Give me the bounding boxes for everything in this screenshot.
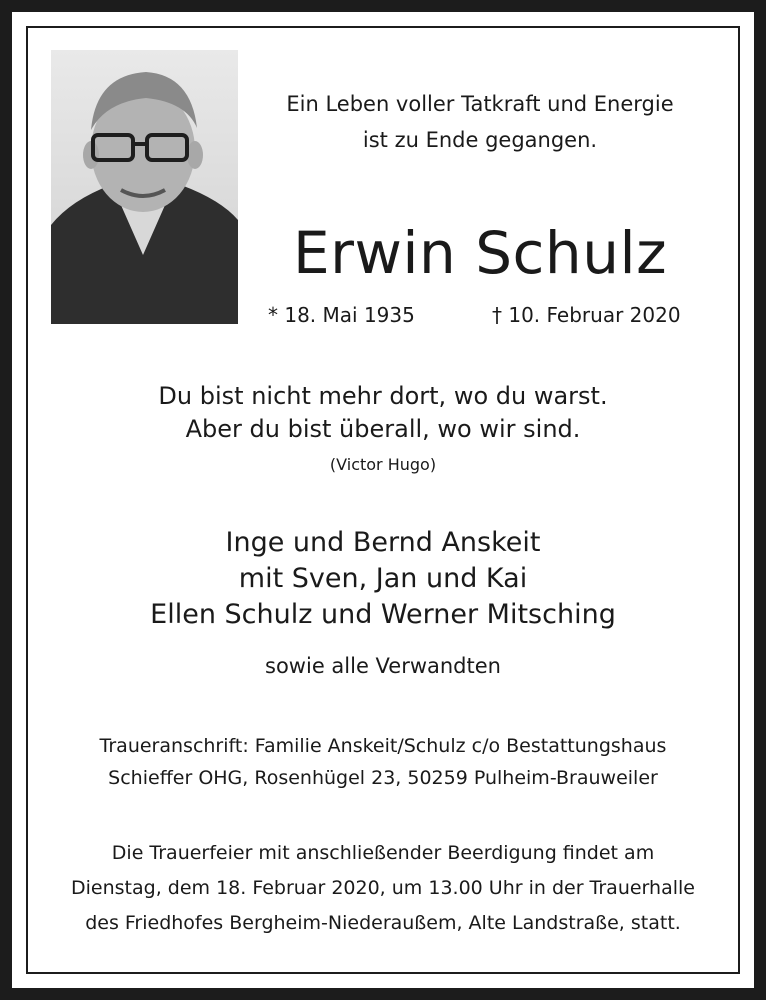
ceremony-line-2: Dienstag, dem 18. Februar 2020, um 13.00 Uhr in der Trauerhalle — [71, 877, 695, 899]
mourner-line-2: mit Sven, Jan und Kai — [238, 563, 528, 594]
quote — [0, 380, 766, 446]
ceremony-line-1: Die Trauerfeier mit anschließender Beerdigung findet am — [111, 842, 655, 864]
mourner-line-1: Inge und Bernd Anskeit — [225, 527, 541, 558]
intro-line-2: ist zu Ende gegangen. — [362, 128, 598, 152]
mourner-line-3: Ellen Schulz und Werner Mitsching — [150, 599, 616, 630]
quote-line-1: Du bist nicht mehr dort, wo du warst. — [158, 382, 608, 410]
portrait-illustration — [51, 50, 238, 324]
ceremony-info — [0, 836, 766, 941]
portrait-photo — [51, 50, 238, 324]
mourning-address — [0, 730, 766, 794]
address-line-2: Schieffer OHG, Rosenhügel 23, 50259 Pulheim-Brauweiler — [108, 767, 658, 789]
intro-text — [250, 86, 710, 158]
relatives: sowie alle Verwandten — [265, 654, 501, 678]
intro-line-1: Ein Leben voller Tatkraft und Energie — [286, 92, 674, 116]
mourners — [0, 525, 766, 633]
death-date: † 10. Februar 2020 — [492, 303, 681, 327]
ceremony-line-3: des Friedhofes Bergheim-Niederaußem, Alte Landstraße, statt. — [85, 912, 681, 934]
address-line-1: Traueranschrift: Familie Anskeit/Schulz c/o Bestattungshaus — [99, 735, 667, 757]
deceased-name: Erwin Schulz — [292, 219, 668, 287]
quote-author: (Victor Hugo) — [329, 455, 437, 474]
birth-date: * 18. Mai 1935 — [268, 303, 415, 327]
quote-line-2: Aber du bist überall, wo wir sind. — [185, 415, 581, 443]
